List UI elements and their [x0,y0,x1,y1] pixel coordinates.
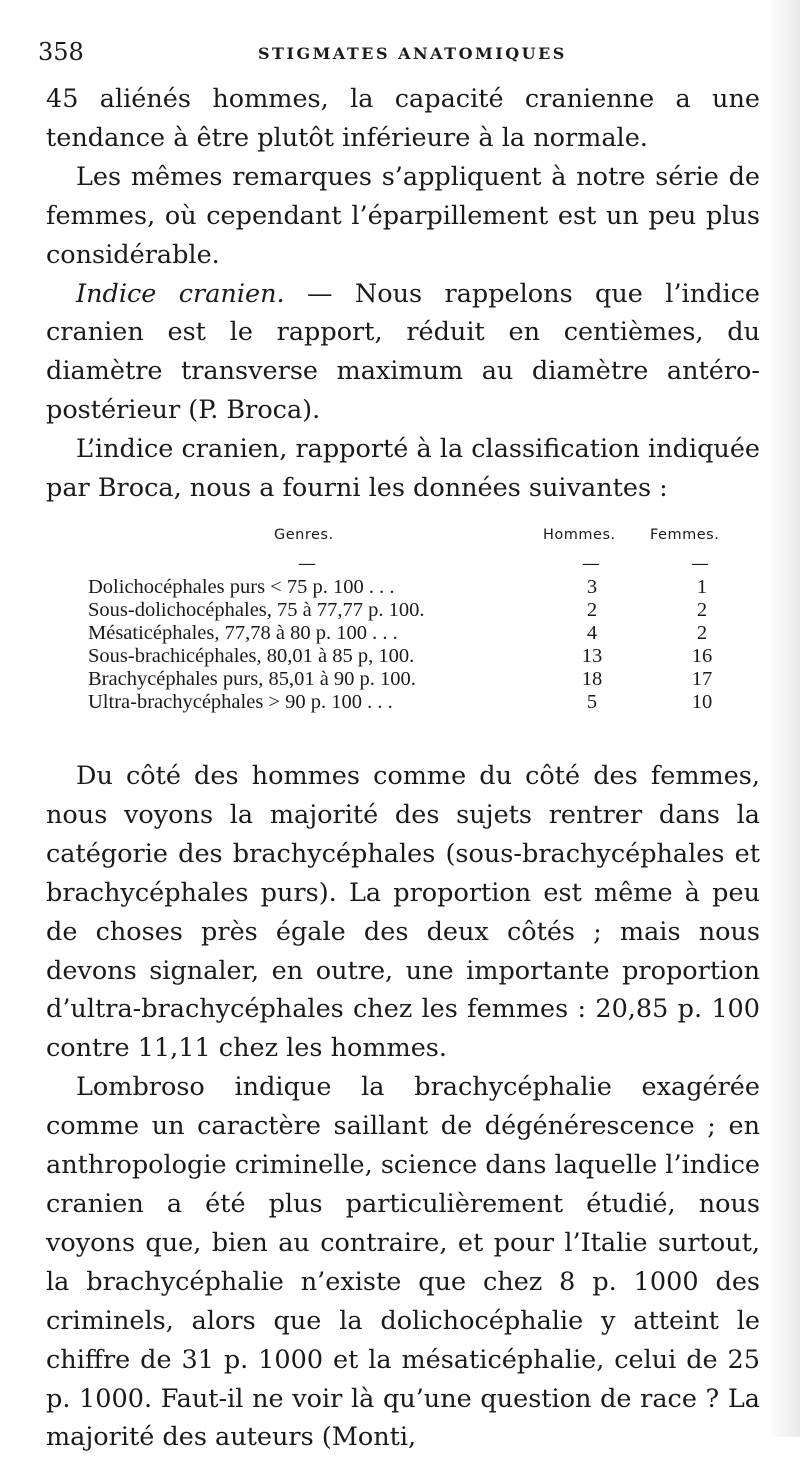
running-head: STIGMATES ANATOMIQUES [258,44,567,63]
cell-hommes: 4 [586,622,598,644]
paragraph-text: L’indice cranien, rapporté à la classification indiquée par Broca, nous a fourni les données suivantes : [46,434,760,504]
paragraph-text: — Nous rappelons que l’indice cranien est le rapport, réduit en centièmes, du diamètre transverse maximum au diamètre antéro-postérieur (P. Broca). [46,278,760,426]
table-row [88,691,748,713]
paragraph [46,158,760,275]
table-row [88,668,748,690]
cell-hommes: 3 [586,576,598,598]
cell-femmes: 2 [696,599,708,621]
paragraph-text: Du côté des hommes comme du côté des femmes, nous voyons la majorité des sujets rentrer dans la catégorie des brachycéphales (sous-brachycéphales et brachycéphales purs). La proportion est même à peu de choses près égale des deux côtés ; mais nous devons signaler, en outre, une importante proportion d’ultra-brachycéphales chez les femmes : 20,85 p. 100 contre 11,11 chez les hommes. [46,761,760,1064]
paragraph [46,757,760,1068]
cell-femmes: 10 [691,691,713,713]
body-text-bottom [46,757,760,1457]
column-header-femmes: Femmes. [650,527,720,543]
paragraph-continuation [46,80,760,158]
cell-femmes: 17 [691,668,713,690]
header-rule: — [298,553,316,574]
section-run-in-heading: Indice cranien. [76,278,285,309]
cell-hommes: 2 [586,599,598,621]
body-text-top [46,80,760,508]
table-row [88,599,748,621]
cell-genre: Ultra-brachycéphales > 90 p. 100 . . . [88,691,393,713]
cranial-index-table [88,527,748,727]
cell-hommes: 13 [581,645,603,667]
table-row [88,576,748,598]
cell-hommes: 18 [581,668,603,690]
cell-femmes: 16 [691,645,713,667]
page-number: 358 [38,38,84,66]
paragraph-indice-cranien [46,275,760,431]
cell-genre: Sous-dolichocéphales, 75 à 77,77 p. 100. [88,599,425,621]
cell-femmes: 1 [696,576,708,598]
header-rule: — [582,553,600,574]
cell-genre: Mésaticéphales, 77,78 à 80 p. 100 . . . [88,622,398,644]
paragraph-text: Lombroso indique la brachycéphalie exagérée comme un caractère saillant de dégénérescence ; en anthropologie criminelle, science dans laquelle l’indice cranien a été plus particulièrement étudié, nous voyons que, bien au contraire, et pour l’Italie surtout, la brachycéphalie n’existe que chez 8 p. 1000 des criminels, alors que la dolichocéphalie y atteint le chiffre de 31 p. 1000 et la mésaticéphalie, celui de 25 p. 1000. Faut-il ne voir là qu’une question de race ? La majorité des auteurs (Monti, [46,1072,760,1453]
column-header-hommes: Hommes. [543,527,616,543]
page-edge-shadow [768,0,800,1437]
cell-genre: Brachycéphales purs, 85,01 à 90 p. 100. [88,668,416,690]
paragraph-text: 45 aliénés hommes, la capacité cranienne a une tendance à être plutôt inférieure à la normale. [46,84,760,153]
paragraph [46,1068,760,1457]
paragraph [46,430,760,508]
page-header [38,38,738,68]
paragraph-text: Les mêmes remarques s’appliquent à notre série de femmes, où cependant l’éparpillement est un peu plus considérable. [46,161,760,270]
cell-genre: Dolichocéphales purs < 75 p. 100 . . . [88,576,395,598]
cell-hommes: 5 [586,691,598,713]
cell-femmes: 2 [696,622,708,644]
cell-genre: Sous-brachicéphales, 80,01 à 85 p, 100. [88,645,415,667]
table-row [88,622,748,644]
column-header-genres: Genres. [274,527,334,543]
table-row [88,645,748,667]
header-rule: — [691,553,709,574]
